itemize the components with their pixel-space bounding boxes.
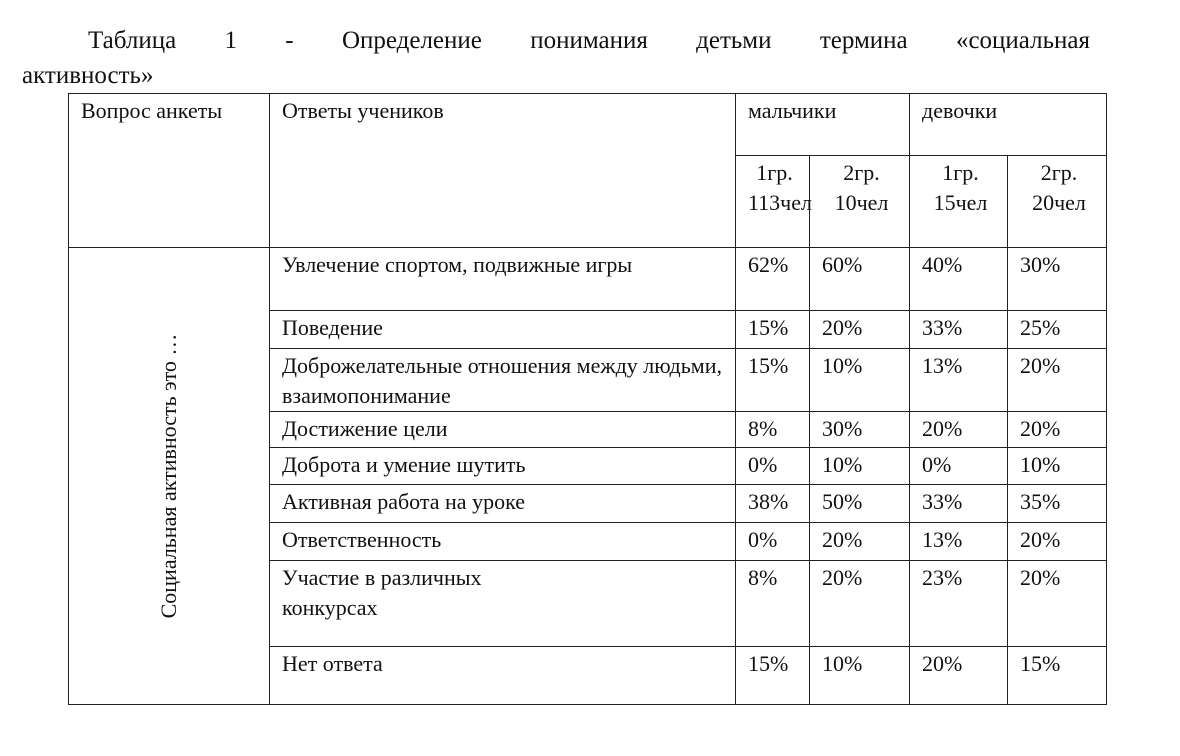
value-cell: 33% bbox=[910, 485, 1008, 523]
value-cell: 20% bbox=[810, 311, 910, 349]
value-cell: 38% bbox=[736, 485, 810, 523]
value-cell: 15% bbox=[1008, 647, 1107, 705]
answer-cell: Нет ответа bbox=[270, 647, 736, 705]
value-cell: 20% bbox=[1008, 561, 1107, 647]
value-cell: 20% bbox=[1008, 523, 1107, 561]
value-cell: 8% bbox=[736, 561, 810, 647]
caption-word: 1 bbox=[224, 27, 237, 54]
value-cell: 15% bbox=[736, 647, 810, 705]
answers-column-header: Ответы учеников bbox=[270, 94, 736, 248]
caption-word: детьми bbox=[696, 27, 772, 54]
caption-line-2: активность» bbox=[22, 62, 154, 89]
value-cell: 10% bbox=[810, 349, 910, 412]
caption-word: Таблица bbox=[88, 27, 177, 54]
value-cell: 30% bbox=[1008, 248, 1107, 311]
caption-word: Определение bbox=[341, 27, 482, 54]
value-cell: 8% bbox=[736, 412, 810, 448]
boys-header: мальчики bbox=[736, 94, 910, 156]
answer-text: Участие в различных конкурсах bbox=[282, 565, 482, 620]
value-cell: 20% bbox=[810, 523, 910, 561]
value-cell: 25% bbox=[1008, 311, 1107, 349]
answer-cell: Поведение bbox=[270, 311, 736, 349]
caption-word: «социальная bbox=[955, 27, 1090, 54]
group-size: 15чел bbox=[933, 190, 988, 215]
survey-table bbox=[68, 93, 1107, 705]
group-name: 1гр. bbox=[942, 160, 979, 185]
group-header bbox=[736, 156, 810, 248]
table-row bbox=[69, 248, 1107, 311]
value-cell: 35% bbox=[1008, 485, 1107, 523]
group-size: 10чел bbox=[834, 190, 889, 215]
group-name: 2гр. bbox=[843, 160, 880, 185]
value-cell: 20% bbox=[1008, 412, 1107, 448]
value-cell: 60% bbox=[810, 248, 910, 311]
value-cell: 0% bbox=[910, 448, 1008, 485]
group-header bbox=[910, 156, 1008, 248]
value-cell: 23% bbox=[910, 561, 1008, 647]
value-cell: 20% bbox=[910, 647, 1008, 705]
value-cell: 0% bbox=[736, 523, 810, 561]
group-header bbox=[810, 156, 910, 248]
group-name: 1гр. bbox=[756, 160, 793, 185]
answer-cell: Доброжелательные отношения между людьми, взаимопонимание bbox=[270, 349, 736, 412]
value-cell: 15% bbox=[736, 311, 810, 349]
answer-cell: Увлечение спортом, подвижные игры bbox=[270, 248, 736, 311]
value-cell: 15% bbox=[736, 349, 810, 412]
girls-header: девочки bbox=[910, 94, 1107, 156]
value-cell: 0% bbox=[736, 448, 810, 485]
question-label: Социальная активность это … bbox=[156, 333, 181, 619]
group-size: 20чел bbox=[1032, 190, 1086, 215]
caption-word: понимания bbox=[530, 27, 648, 54]
caption-word: - bbox=[285, 27, 294, 54]
value-cell: 13% bbox=[910, 349, 1008, 412]
answer-cell: Достижение цели bbox=[270, 412, 736, 448]
header-row bbox=[69, 94, 1107, 156]
value-cell: 62% bbox=[736, 248, 810, 311]
answer-cell bbox=[270, 561, 736, 647]
value-cell: 33% bbox=[910, 311, 1008, 349]
answer-cell: Ответственность bbox=[270, 523, 736, 561]
answer-cell: Доброта и умение шутить bbox=[270, 448, 736, 485]
value-cell: 50% bbox=[810, 485, 910, 523]
caption-word: термина bbox=[819, 27, 908, 54]
value-cell: 20% bbox=[810, 561, 910, 647]
caption-line-1 bbox=[88, 24, 1090, 58]
value-cell: 13% bbox=[910, 523, 1008, 561]
group-size: 113чел bbox=[748, 190, 812, 215]
value-cell: 30% bbox=[810, 412, 910, 448]
group-name: 2гр. bbox=[1040, 160, 1078, 185]
question-column-header: Вопрос анкеты bbox=[69, 94, 270, 248]
value-cell: 40% bbox=[910, 248, 1008, 311]
group-header bbox=[1008, 156, 1107, 248]
value-cell: 10% bbox=[810, 448, 910, 485]
value-cell: 20% bbox=[910, 412, 1008, 448]
value-cell: 20% bbox=[1008, 349, 1107, 412]
question-label-cell bbox=[69, 248, 270, 705]
value-cell: 10% bbox=[810, 647, 910, 705]
answer-cell: Активная работа на уроке bbox=[270, 485, 736, 523]
value-cell: 10% bbox=[1008, 448, 1107, 485]
